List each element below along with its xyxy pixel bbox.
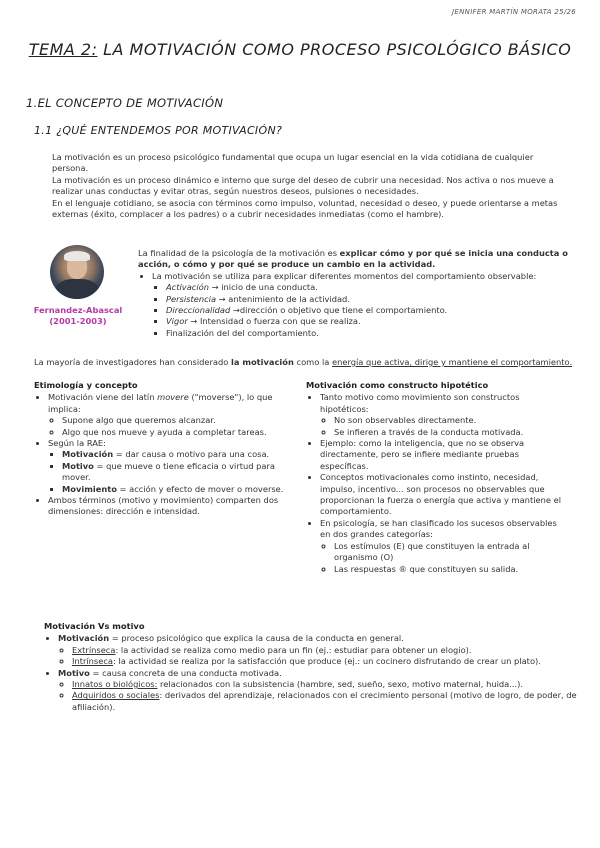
list-item	[62, 449, 289, 460]
list-item: ◦ No son observables directamente.	[334, 415, 566, 426]
term: Movimiento	[62, 483, 117, 494]
desc: → Intensidad o fuerza con que se realiza.	[187, 316, 361, 327]
list-item: ◦ Supone algo que queremos alcanzar.	[62, 415, 289, 426]
list-item: • Ejemplo: como la inteligencia, que no se observa directamente, pero se infiere mediante pruebas específicas.	[320, 438, 566, 472]
list-item: ◦ Las respuestas ® que constituyen su salida.	[334, 564, 566, 575]
list-item	[166, 294, 578, 305]
majority-underlined: energía que activa, dirige y mantiene el comportamiento.	[331, 357, 573, 367]
section-heading-1-1: 1.1 ¿QUÉ ENTENDEMOS POR MOTIVACIÓN?	[34, 124, 283, 137]
majority-lead: La mayoría de investigadores han considerado	[34, 357, 231, 367]
desc: = causa concreta de una conducta motivada.	[89, 667, 282, 678]
desc: → antenimiento de la actividad.	[216, 293, 350, 304]
list-item	[166, 328, 578, 339]
motivation-vs-motive	[44, 621, 584, 713]
intro-paragraph-1: La motivación es un proceso psicológico fundamental que ocupa un lugar esencial en la vida cotidiana de cualquier persona.	[52, 152, 534, 174]
construct-column	[306, 380, 566, 575]
majority-mid: como la	[293, 357, 332, 367]
intro-text	[52, 152, 572, 220]
term: Vigor	[166, 316, 188, 327]
caption-years: (2001-2003)	[49, 316, 107, 326]
list-item	[166, 316, 578, 327]
term: Direccionalidad	[166, 305, 231, 316]
author-photo	[50, 245, 104, 299]
desc: = proceso psicológico que explica la causa de la conducta en general.	[109, 633, 404, 644]
term: Motivación	[58, 633, 110, 644]
list-item	[166, 305, 578, 316]
etymology-column	[34, 380, 289, 518]
term: Persistencia	[166, 293, 217, 304]
desc: = acción y efecto de mover o moverse.	[116, 483, 284, 494]
title-text: LA MOTIVACIÓN COMO PROCESO PSICOLÓGICO BÁSICO	[97, 40, 572, 59]
term: Innatos o biológicos:	[72, 679, 158, 690]
term: Motivo	[62, 460, 94, 471]
section-heading-1: 1.EL CONCEPTO DE MOTIVACIÓN	[26, 96, 224, 110]
list-item	[62, 484, 289, 495]
text: En psicología, se han clasificado los sucesos observables en dos grandes categorías:	[320, 517, 557, 540]
list-item	[72, 656, 584, 667]
list-item	[72, 679, 584, 690]
abascal-bullet-text: La motivación se utiliza para explicar diferentes momentos del comportamiento observable:	[152, 270, 537, 281]
list-item: ◦ Los estímulos (E) que constituyen la entrada al organismo (O)	[334, 541, 566, 564]
desc: : derivados del aprendizaje, relacionados con el crecimiento personal (motivo de logro, de poder, de afiliación).	[72, 690, 577, 712]
term: Activación	[166, 282, 209, 293]
etymology-heading: Etimología y concepto	[34, 380, 138, 390]
desc: →dirección o objetivo que tiene el comportamiento.	[230, 305, 448, 316]
list-item	[58, 633, 584, 667]
title-prefix: TEMA 2:	[28, 40, 98, 59]
construct-heading: Motivación como constructo hipotético	[306, 380, 489, 390]
majority-statement	[34, 357, 584, 368]
intro-paragraph-2: La motivación es un proceso dinámico e interno que surge del deseo de cubrir una necesidad. Nos activa o nos mueve a realizar unas conductas y evitar otras, según nuestros deseos, pulsiones o necesidades.	[52, 174, 554, 197]
text: Motivación viene del latín	[48, 392, 158, 403]
list-item	[58, 668, 584, 714]
list-item	[152, 271, 578, 339]
list-item	[48, 438, 289, 495]
term: Adquiridos o sociales	[72, 690, 160, 701]
caption-name: Fernandez-Abascal	[33, 305, 123, 315]
text: Según la RAE:	[48, 438, 106, 449]
vs-heading: Motivación Vs motivo	[44, 621, 145, 631]
list-item	[62, 461, 289, 484]
text-italic: movere	[157, 392, 189, 403]
desc: = que mueve o tiene eficacia o virtud para mover.	[62, 460, 276, 483]
list-item	[320, 392, 566, 438]
photo-caption	[28, 305, 128, 327]
desc: → inicio de una conducta.	[209, 282, 318, 293]
abascal-lead-text: La finalidad de la psicología de la motivación es	[138, 248, 340, 258]
term: Extrínseca	[72, 644, 116, 655]
list-item: • Conceptos motivacionales como instinto, necesidad, impulso, incentivo... son procesos no observables que proporcionan la fuerza o energía que activa y mantiene el comportamiento.	[320, 472, 566, 518]
list-item: • Ambos términos (motivo y movimiento) comparten dos dimensiones: dirección e intensidad.	[48, 495, 289, 518]
list-item	[72, 645, 584, 656]
list-item	[72, 690, 584, 713]
abascal-bold-text: explicar cómo y por qué se inicia una conducta o acción, o cómo y por qué se produce un cambio en la actividad.	[138, 248, 568, 270]
page-title	[0, 40, 600, 59]
desc: = dar causa o motivo para una cosa.	[113, 449, 270, 460]
term: Intrínseca	[72, 656, 114, 667]
desc: Finalización del del comportamiento.	[166, 327, 319, 338]
desc: relacionados con la subsistencia (hambre, sed, sueño, sexo, motivo maternal, huida...).	[157, 679, 524, 690]
desc: : la actividad se realiza por la satisfacción que produce (ej.: un cocinero disfrutando de crear un plato).	[113, 656, 541, 667]
list-item	[166, 282, 578, 293]
term: Motivo	[58, 667, 90, 678]
author-label: JENNIFER MARTÍN MORATA 25/26	[452, 8, 576, 16]
term: Motivación	[62, 449, 114, 460]
abascal-lead	[138, 248, 578, 271]
desc: : la actividad se realiza como medio para un fin (ej.: estudiar para obtener un elogio).	[115, 644, 472, 655]
intro-paragraph-3: En el lenguaje cotidiano, se asocia con términos como impulso, voluntad, necesidad o deseo, y puede orientarse a metas externas (éxito, complacer a los padres) o a cubrir necesidades inmediatas (como el hambre).	[52, 197, 558, 220]
list-item: ◦ Se infieren a través de la conducta motivada.	[334, 427, 566, 438]
abascal-list	[138, 271, 578, 339]
list-item	[48, 392, 289, 438]
text: Tanto motivo como movimiento son constructos hipotéticos:	[320, 392, 520, 414]
majority-bold: la motivación	[231, 357, 294, 367]
text: ("moverse"), lo que implica:	[48, 392, 273, 414]
abascal-block	[138, 248, 578, 339]
list-item	[320, 518, 566, 575]
list-item: ◦ Algo que nos mueve y ayuda a completar tareas.	[62, 427, 289, 438]
